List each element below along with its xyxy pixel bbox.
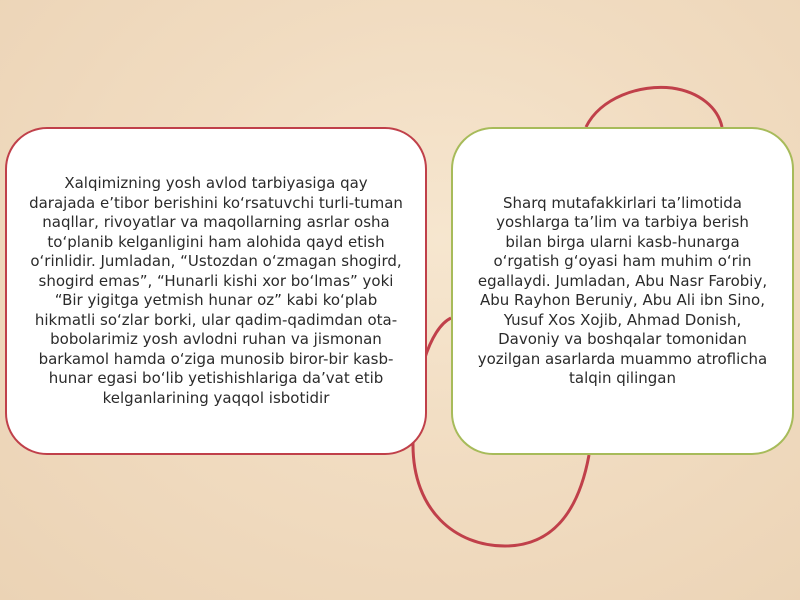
connector-upper-arc xyxy=(586,87,722,127)
left-text-card xyxy=(5,127,427,455)
right-text-card xyxy=(451,127,794,455)
right-card-text: Sharq mutafakkirlari ta’limotida yoshlarga ta’lim va tarbiya berish bilan birga ularni kasb-hunarga o‘rgatish g‘oyasi ham muhim o‘rin egallaydi. Jumladan, Abu Nasr Farobiy, Abu Rayhon Beruniy, Abu Ali ibn Sino, Yusuf Xos Xojib, Ahmad Donish, Davoniy va boshqalar tomonidan yozilgan asarlarda muammo atroflicha talqin qilingan xyxy=(477,193,768,387)
left-card-text: Xalqimizning yosh avlod tarbiyasiga qay darajada e’tibor berishini ko‘rsatuvchi turli-tuman naqllar, rivoyatlar va maqollarning asrlar osha to‘planib kelganligini ham alohida qayd etish o‘rinlidir. Jumladan, “Ustozdan o‘zmagan shogird, shogird emas”, “Hunarli kishi xor bo‘lmas” yoki “Bir yigitga yetmish hunar oz” kabi ko‘plab hikmatli so‘zlar borki, ular qadim-qadimdan ota-bobolarimiz yosh avlodni ruhan va jismonan barkamol hamda o‘ziga munosib biror-bir kasb-hunar egasi bo‘lib yetishishlariga da’vat etib kelganlarining yaqqol isbotidir xyxy=(29,174,403,407)
